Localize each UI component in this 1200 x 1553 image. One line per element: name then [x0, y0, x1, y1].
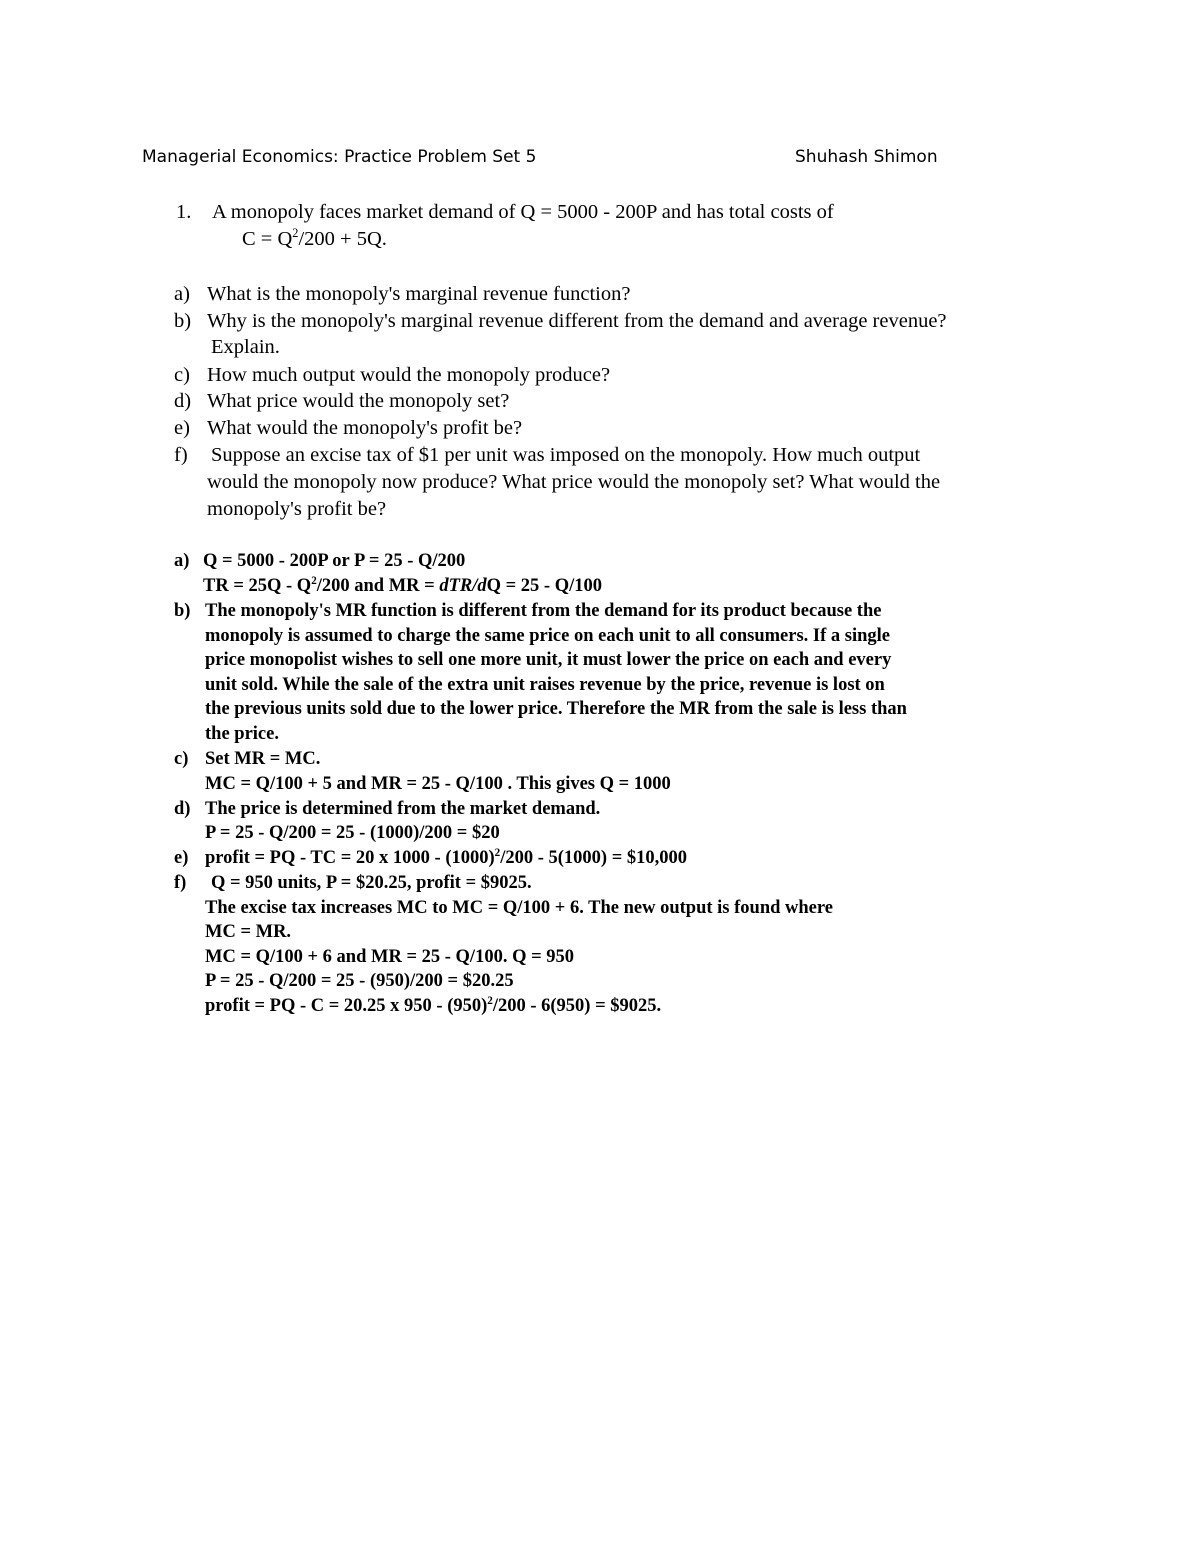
- question-b-label: b): [174, 310, 192, 332]
- cost-function-rest: /200 + 5Q.: [298, 228, 387, 250]
- profit-equation-exponent: 2: [487, 994, 493, 1007]
- answer-c-label: c): [174, 749, 189, 769]
- answer-d-label: d): [174, 799, 191, 819]
- answer-b-line: the previous units sold due to the lower price. Therefore the MR from the sale is less than: [205, 699, 907, 719]
- answer-a-label: a): [174, 551, 190, 571]
- answer-e-line: [205, 846, 687, 870]
- question-b-text-continued: Explain.: [211, 336, 280, 358]
- total-revenue-exponent: 2: [311, 574, 317, 587]
- question-e-label: e): [174, 417, 190, 439]
- answer-e-label: e): [174, 848, 189, 868]
- question-a-label: a): [174, 283, 190, 305]
- document-title: Managerial Economics: Practice Problem Set 5: [142, 147, 537, 167]
- marginal-revenue-result: Q = 25 - Q/100: [486, 576, 602, 596]
- answer-b-line: price monopolist wishes to sell one more unit, it must lower the price on each and every: [205, 650, 892, 670]
- profit-equation-rest: /200 - 5(1000) = $10,000: [500, 848, 688, 868]
- answer-f-label: f): [174, 873, 187, 893]
- answer-c-line: MC = Q/100 + 5 and MR = 25 - Q/100 . This gives Q = 1000: [205, 774, 671, 794]
- question-f-text: Suppose an excise tax of $1 per unit was imposed on the monopoly. How much output: [211, 444, 921, 466]
- answer-b-line: unit sold. While the sale of the extra unit raises revenue by the price, revenue is lost on: [205, 675, 885, 695]
- total-revenue-rest: /200 and MR =: [316, 576, 440, 596]
- question-a-text: What is the monopoly's marginal revenue function?: [207, 283, 631, 305]
- question-f-text-continued: would the monopoly now produce? What price would the monopoly set? What would the: [207, 471, 941, 493]
- answer-a-line: Q = 5000 - 200P or P = 25 - Q/200: [203, 551, 466, 571]
- answer-f-profit-line: [205, 994, 661, 1018]
- answer-b-line: monopoly is assumed to charge the same price on each unit to all consumers. If a single: [205, 626, 890, 646]
- problem-number: 1.: [176, 201, 192, 223]
- answer-f-line: MC = MR.: [205, 922, 292, 942]
- question-f-text-continued-2: monopoly's profit be?: [207, 498, 387, 520]
- question-d-text: What price would the monopoly set?: [207, 390, 510, 412]
- question-f-label: f): [174, 444, 188, 466]
- answer-f-line: MC = Q/100 + 6 and MR = 25 - Q/100. Q = 950: [205, 947, 574, 967]
- question-b-text: Why is the monopoly's marginal revenue different from the demand and average revenue?: [207, 310, 947, 332]
- question-c-label: c): [174, 364, 190, 386]
- total-revenue-base: TR = 25Q - Q: [203, 576, 312, 596]
- answer-b-label: b): [174, 601, 191, 621]
- answer-f-line: P = 25 - Q/200 = 25 - (950)/200 = $20.25: [205, 971, 514, 991]
- derivative-notation: dTR/d: [439, 576, 487, 596]
- question-c-text: How much output would the monopoly produce?: [207, 364, 611, 386]
- question-e-text: What would the monopoly's profit be?: [207, 417, 523, 439]
- answer-b-line: the price.: [205, 724, 279, 744]
- profit-equation-exponent: 2: [494, 846, 501, 859]
- answer-d-line: The price is determined from the market demand.: [205, 799, 601, 819]
- answer-f-line: Q = 950 units, P = $20.25, profit = $9025.: [211, 873, 532, 893]
- problem-statement: A monopoly faces market demand of Q = 5000 - 200P and has total costs of: [212, 201, 834, 223]
- profit-equation-rest: /200 - 6(950) = $9025.: [492, 996, 662, 1016]
- answer-c-line: Set MR = MC.: [205, 749, 321, 769]
- cost-function: [242, 226, 387, 252]
- profit-equation-base: profit = PQ - C = 20.25 x 950 - (950): [205, 996, 488, 1016]
- question-d-label: d): [174, 390, 192, 412]
- cost-function-base: C = Q: [242, 228, 293, 250]
- author-name: Shuhash Shimon: [795, 147, 938, 167]
- answer-a-revenue-line: [203, 574, 602, 598]
- answer-d-line: P = 25 - Q/200 = 25 - (1000)/200 = $20: [205, 823, 500, 843]
- answer-b-line: The monopoly's MR function is different from the demand for its product because the: [205, 601, 882, 621]
- profit-equation-base: profit = PQ - TC = 20 x 1000 - (1000): [205, 848, 495, 868]
- cost-function-exponent: 2: [292, 226, 299, 241]
- answer-f-line: The excise tax increases MC to MC = Q/100 + 6. The new output is found where: [205, 898, 833, 918]
